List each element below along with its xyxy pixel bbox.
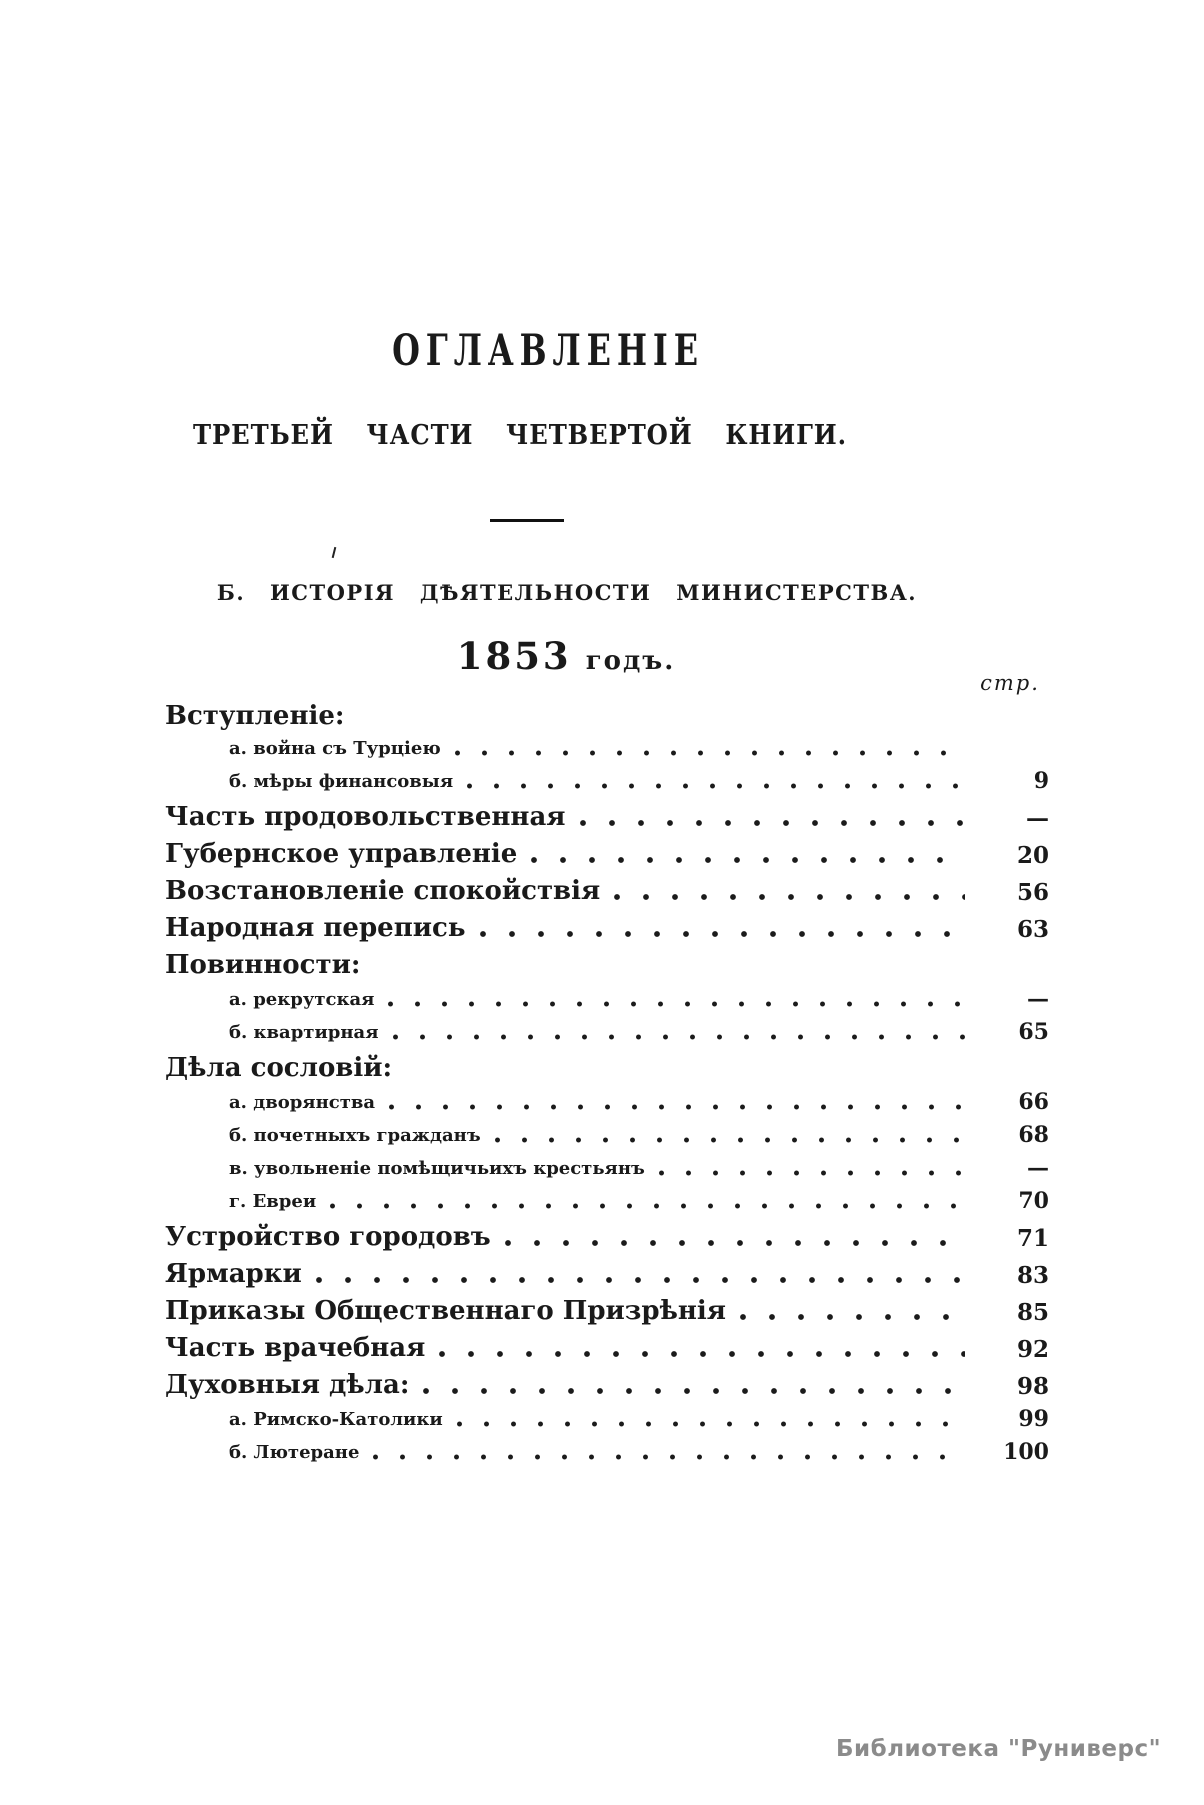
- scan-artifact-mark: [332, 547, 337, 558]
- year-number: 1853: [456, 634, 572, 678]
- dot-leader: [423, 1383, 965, 1397]
- toc-page-number: 9: [1033, 768, 1049, 794]
- toc-row: [165, 1156, 1049, 1180]
- dot-leader: [531, 852, 965, 866]
- toc-row: [165, 987, 1049, 1011]
- toc-page-number: 99: [1018, 1406, 1049, 1432]
- toc-entry-label: Ярмарки: [165, 1259, 302, 1289]
- toc-page-number: 56: [1016, 879, 1049, 906]
- toc-row: [165, 1370, 1049, 1400]
- toc-entry-label: а. Римско-Католики: [229, 1409, 443, 1430]
- dot-leader: [439, 1346, 965, 1360]
- toc-page-number: 92: [1016, 1336, 1049, 1363]
- toc-entry-label: в. увольненіе помѣщичьихъ крестьянъ: [229, 1158, 645, 1179]
- year-heading: [457, 634, 676, 678]
- toc-row: [165, 1407, 1049, 1431]
- toc-list: [165, 701, 1049, 1473]
- toc-page-number: 65: [1018, 1019, 1049, 1045]
- divider-rule: [490, 519, 564, 522]
- toc-entry-label: Приказы Общественнаго Призрѣнія: [165, 1296, 726, 1326]
- dot-leader: [455, 745, 965, 759]
- dot-leader: [374, 963, 965, 977]
- toc-row: [165, 802, 1049, 832]
- toc-entry-label: Вступленіе:: [165, 701, 345, 731]
- toc-row: [165, 913, 1049, 943]
- toc-entry-label: г. Евреи: [229, 1191, 317, 1212]
- dot-leader: [740, 1309, 965, 1323]
- toc-entry-label: б. почетныхъ гражданъ: [229, 1125, 481, 1146]
- toc-entry-label: Духовныя дѣла:: [165, 1370, 410, 1400]
- toc-page-number: 63: [1016, 916, 1049, 943]
- toc-row: [165, 1053, 1049, 1083]
- toc-entry-label: Повинности:: [165, 950, 361, 980]
- toc-row: [165, 839, 1049, 869]
- toc-page-number: —: [1027, 1155, 1049, 1181]
- toc-page-number: —: [1026, 805, 1049, 832]
- toc-row: [165, 701, 1049, 731]
- toc-row: [165, 769, 1049, 793]
- dot-leader: [495, 1132, 965, 1146]
- dot-leader: [659, 1165, 965, 1179]
- toc-row: [165, 1189, 1049, 1213]
- dot-leader: [389, 1099, 965, 1113]
- toc-row: [165, 1123, 1049, 1147]
- toc-row: [165, 950, 1049, 980]
- toc-page-number: 20: [1016, 842, 1049, 869]
- dot-leader: [406, 1066, 965, 1080]
- year-suffix: годъ.: [585, 646, 676, 676]
- dot-leader: [580, 815, 966, 829]
- toc-page-number: 85: [1016, 1299, 1049, 1326]
- dot-leader: [480, 926, 966, 940]
- toc-row: [165, 1296, 1049, 1326]
- toc-entry-label: а. рекрутская: [229, 989, 375, 1010]
- dot-leader: [457, 1416, 965, 1430]
- toc-row: [165, 876, 1049, 906]
- dot-leader: [330, 1198, 965, 1212]
- toc-entry-label: б. мѣры финансовыя: [229, 771, 454, 792]
- toc-entry-label: Часть врачебная: [165, 1333, 426, 1363]
- toc-entry-label: Губернское управленіе: [165, 839, 518, 869]
- toc-page-number: 98: [1016, 1373, 1049, 1400]
- toc-page-number: 68: [1018, 1122, 1049, 1148]
- page-column-label: стр.: [980, 671, 1040, 695]
- dot-leader: [316, 1272, 965, 1286]
- toc-page-number: 83: [1016, 1262, 1049, 1289]
- dot-leader: [505, 1235, 965, 1249]
- toc-row: [165, 1222, 1049, 1252]
- page-subtitle: ТРЕТЬЕЙ ЧАСТИ ЧЕТВЕРТОЙ КНИГИ.: [193, 420, 847, 451]
- toc-entry-label: б. квартирная: [229, 1022, 379, 1043]
- toc-entry-label: а. война съ Турціею: [229, 738, 441, 759]
- toc-page-number: 66: [1018, 1089, 1049, 1115]
- toc-row: [165, 1020, 1049, 1044]
- toc-entry-label: Народная перепись: [165, 913, 466, 943]
- toc-entry-label: а. дворянства: [229, 1092, 376, 1113]
- toc-entry-label: Часть продовольственная: [165, 802, 566, 832]
- toc-row: [165, 1440, 1049, 1464]
- toc-page-number: 71: [1016, 1225, 1049, 1252]
- toc-page-number: —: [1027, 986, 1049, 1012]
- dot-leader: [388, 996, 965, 1010]
- dot-leader: [614, 889, 965, 903]
- toc-entry-label: б. Лютеране: [229, 1442, 360, 1463]
- dot-leader: [373, 1449, 965, 1463]
- toc-page-number: 100: [1003, 1439, 1049, 1465]
- toc-entry-label: Устройство городовъ: [165, 1222, 491, 1252]
- page-title: ОГЛАВЛЕНІЕ: [392, 324, 704, 376]
- toc-entry-label: Возстановленіе спокойствія: [165, 876, 601, 906]
- dot-leader: [393, 1029, 965, 1043]
- section-heading: Б. ИСТОРІЯ ДѢЯТЕЛЬНОСТИ МИНИСТЕРСТВА.: [216, 580, 918, 605]
- toc-row: [165, 1333, 1049, 1363]
- dot-leader: [359, 714, 965, 728]
- dot-leader: [467, 778, 965, 792]
- watermark: Библиотека "Руниверс": [836, 1736, 1162, 1762]
- toc-entry-label: Дѣла сословій:: [165, 1053, 393, 1083]
- toc-row: [165, 1259, 1049, 1289]
- toc-page-number: 70: [1018, 1188, 1049, 1214]
- toc-row: [165, 738, 1049, 760]
- toc-row: [165, 1090, 1049, 1114]
